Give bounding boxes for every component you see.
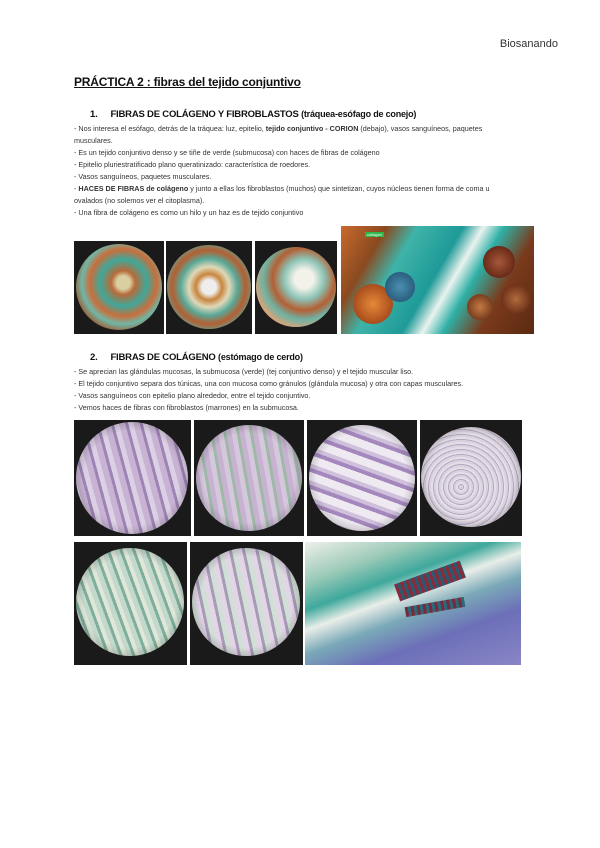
section1-line: ovalados (no solemos ver el citoplasma). (74, 196, 205, 205)
micrograph-stomach-5 (74, 542, 187, 665)
section2-heading (90, 352, 303, 363)
micrograph-stomach-1 (74, 420, 191, 536)
section1-number: 1. (90, 109, 98, 120)
section2-line: - Vemos haces de fibras con fibroblastos (marrones) en la submucosa. (74, 403, 299, 412)
section2-line: - El tejido conjuntivo separa dos túnicas, una con mucosa como gránulos (glándula mucosa) y otra con capas musculares. (74, 379, 464, 388)
section1-line: - Es un tejido conjuntivo denso y se tiñe de verde (submucosa) con haces de fibras de colágeno (74, 148, 380, 157)
section2-title: FIBRAS DE COLÁGENO (110, 352, 216, 363)
section2-number: 2. (90, 352, 98, 363)
section2-body (74, 366, 542, 414)
section1-line: - Vasos sanguíneos, paquetes musculares. (74, 172, 212, 181)
section1-subtitle: (tráquea-esófago de conejo) (301, 109, 417, 119)
section1-heading (90, 109, 416, 120)
micrograph-esophagus-zoom (341, 226, 534, 334)
micrograph-stomach-2 (194, 420, 304, 536)
brand-name: Biosanando (499, 38, 558, 50)
section1-line: - Nos interesa el esófago, detrás de la tráquea: luz, epitelio, tejido conjuntivo - CORION (debajo), vasos sanguíneos, paquetes (74, 124, 483, 133)
section2-line: - Se aprecian las glándulas mucosas, la submucosa (verde) (tej conjuntivo denso) y el tejido muscular liso. (74, 367, 414, 376)
section1-line: musculares. (74, 136, 113, 145)
section1-line: - HACES DE FIBRAS de colágeno y junto a ellas los fibroblastos (muchos) que sintetizan, cuyos núcleos tienen forma de coma u (74, 184, 490, 193)
micrograph-stomach-6 (190, 542, 303, 665)
micrograph-stomach-3 (307, 420, 417, 536)
micrograph-esophagus-2 (166, 241, 252, 334)
section1-title: FIBRAS DE COLÁGENO Y FIBROBLASTOS (110, 109, 299, 120)
section1-line: - Una fibra de colágeno es como un hilo y un haz es de tejido conjuntivo (74, 208, 304, 217)
section1-body (74, 123, 542, 219)
micrograph-esophagus-3 (255, 241, 337, 334)
micrograph-stomach-zoom (305, 542, 521, 665)
micrograph-esophagus-1 (74, 241, 164, 334)
section2-subtitle: (estómago de cerdo) (218, 352, 303, 362)
micrograph-stomach-4 (420, 420, 522, 536)
page-title: PRÁCTICA 2 : fibras del tejido conjuntivo (74, 75, 301, 89)
section1-line: - Epitelio pluriestratificado plano queratinizado: característica de roedores. (74, 160, 311, 169)
image-annotation-tag: collagen (367, 232, 382, 237)
section2-line: - Vasos sanguíneos con epitelio plano alrededor, entre el tejido conjuntivo. (74, 391, 311, 400)
